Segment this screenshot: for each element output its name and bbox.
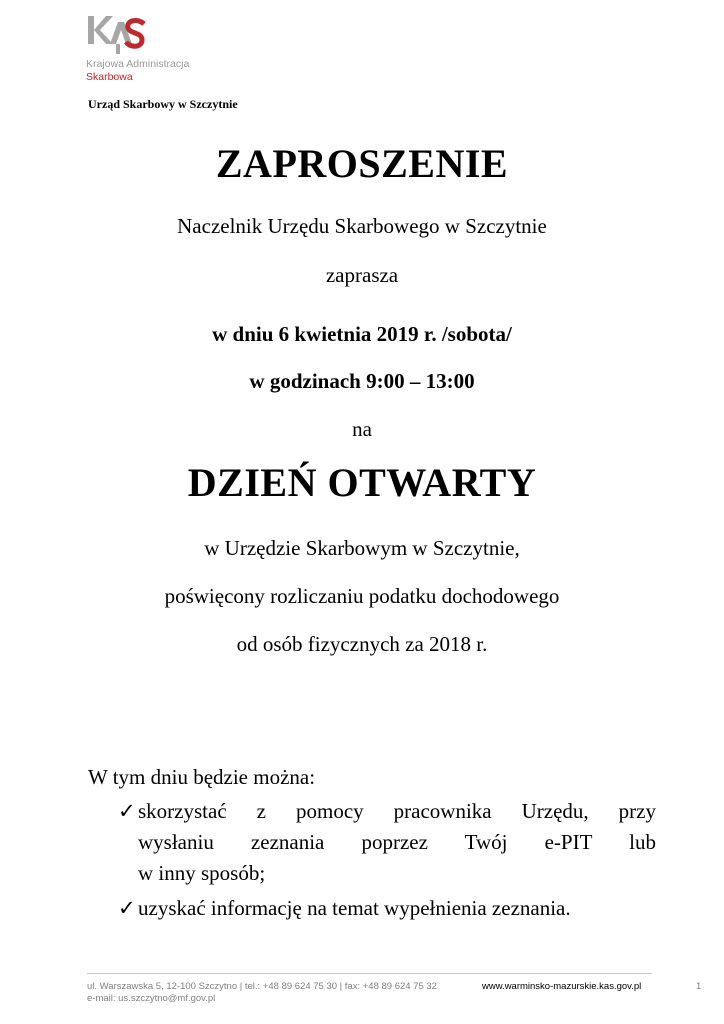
date-line: w dniu 6 kwietnia 2019 r. /sobota/ (212, 322, 512, 346)
description-line-1: w Urzędzie Skarbowym w Szczytnie, (204, 536, 520, 560)
invites-line: zaprasza (325, 263, 399, 287)
bullet-1-line-2: wysłaniu zeznania poprzez Twój e-PIT lub (138, 830, 656, 854)
footer-website-link[interactable]: www.warminsko-mazurskie.kas.gov.pl (482, 981, 642, 992)
footer-address: ul. Warszawska 5, 12-100 Szczytno | tel.: +48 89 624 75 30 | fax: +48 89 624 75 32 (87, 981, 437, 992)
footer-email: e-mail: us.szczytno@mf.gov.pl (87, 993, 216, 1004)
inviter-line: Naczelnik Urzędu Skarbowego w Szczytnie (177, 214, 547, 238)
logo-line-1: Krajowa Administracja (86, 58, 190, 70)
kas-logo (86, 14, 216, 84)
on-line: na (352, 417, 372, 441)
footer-contact (87, 981, 437, 1005)
page-number: 1 (696, 981, 702, 992)
bullet-1-line-3: w inny sposób; (138, 861, 266, 885)
list-item (118, 796, 656, 889)
list-item (118, 893, 656, 924)
event-title: DZIEŃ OTWARTY (187, 460, 537, 505)
office-name: Urząd Skarbowy w Szczytnie (88, 97, 238, 111)
checkmark-icon: ✓ (118, 799, 136, 823)
description-line-3: od osób fizycznych za 2018 r. (236, 632, 488, 656)
document-title: ZAPROSZENIE (215, 141, 509, 186)
kas-logo-mark-icon (86, 14, 146, 56)
hours-line: w godzinach 9:00 – 13:00 (249, 369, 475, 393)
bullet-2-line-1: uzyskać informację na temat wypełnienia zeznania. (138, 896, 571, 920)
checkmark-icon: ✓ (118, 896, 136, 920)
list-intro: W tym dniu będzie można: (88, 765, 316, 789)
description-line-2: poświęcony rozliczaniu podatku dochodowego (164, 584, 560, 608)
bullet-1-line-1: skorzystać z pomocy pracownika Urzędu, przy (138, 799, 656, 823)
footer-divider (87, 973, 652, 974)
logo-line-2: Skarbowa (86, 71, 133, 83)
